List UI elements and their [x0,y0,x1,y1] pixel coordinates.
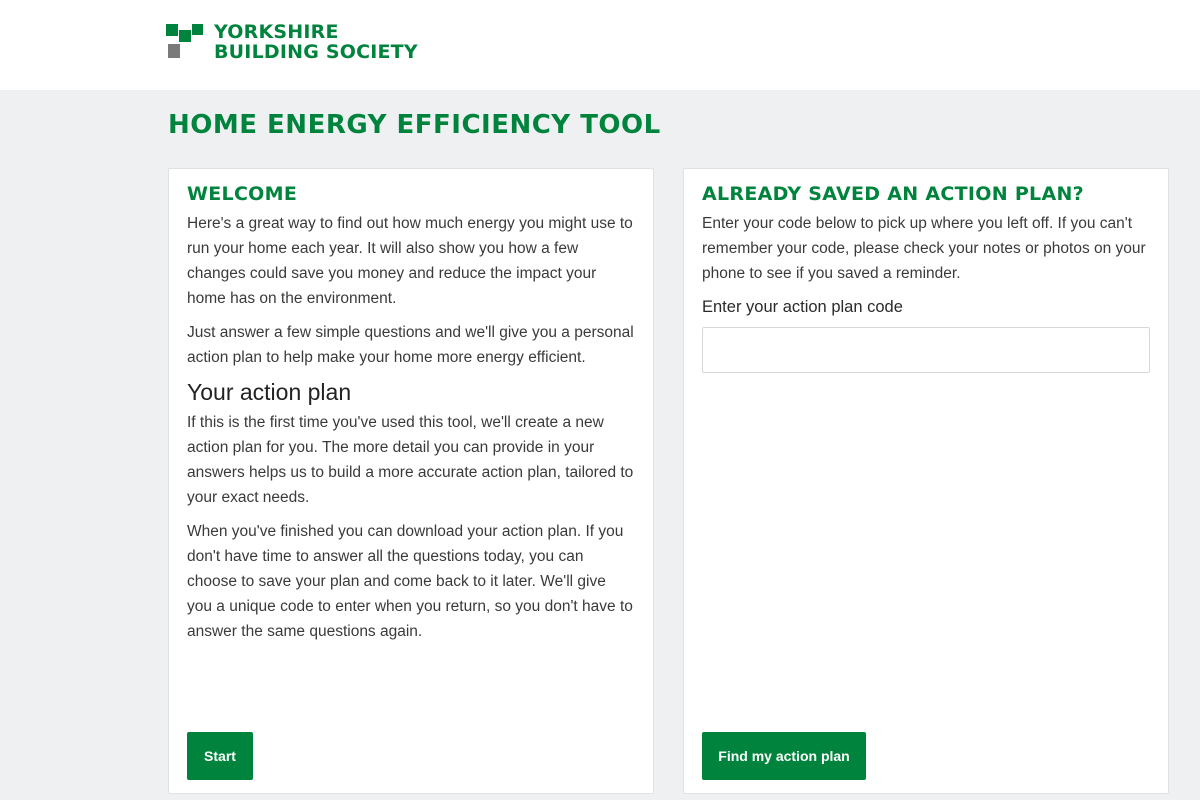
saved-plan-card [683,168,1169,794]
action-plan-subheading: Your action plan [187,379,352,405]
welcome-paragraph-2: Just answer a few simple questions and we'll give you a personal action plan to help make your home more energy efficient. [187,324,634,366]
welcome-paragraph-1: Here's a great way to find out how much energy you might use to run your home each year. It will also show you how a few changes could save you money and reduce the impact your home has on the environment. [187,215,633,307]
find-action-plan-button[interactable]: Find my action plan [702,732,866,780]
page-title: HOME ENERGY EFFICIENCY TOOL [168,110,661,140]
welcome-card [168,168,654,794]
brand-line-2: BUILDING SOCIETY [214,41,418,63]
brand-logo[interactable] [166,22,418,62]
start-button[interactable]: Start [187,732,253,780]
saved-plan-intro: Enter your code below to pick up where you left off. If you can't remember your code, please check your notes or photos on your phone to see if you saved a reminder. [702,215,1146,282]
action-plan-code-label: Enter your action plan code [702,298,903,316]
welcome-paragraph-3: If this is the first time you've used this tool, we'll create a new action plan for you. The more detail you can provide in your answers helps us to build a more accurate action plan, tailored to your exact needs. [187,414,634,506]
welcome-paragraph-4: When you've finished you can download your action plan. If you don't have time to answer all the questions today, you can choose to save your plan and come back to it later. We'll give you a unique code to enter when you return, so you don't have to answer the same questions again. [187,523,633,640]
site-header [0,0,1200,90]
action-plan-code-input[interactable] [702,327,1150,373]
brand-line-1: YORKSHIRE [214,21,339,43]
saved-plan-heading: ALREADY SAVED AN ACTION PLAN? [702,183,1084,205]
welcome-heading: WELCOME [187,183,298,205]
brand-logo-text [214,22,418,62]
brand-logo-icon [166,22,206,62]
